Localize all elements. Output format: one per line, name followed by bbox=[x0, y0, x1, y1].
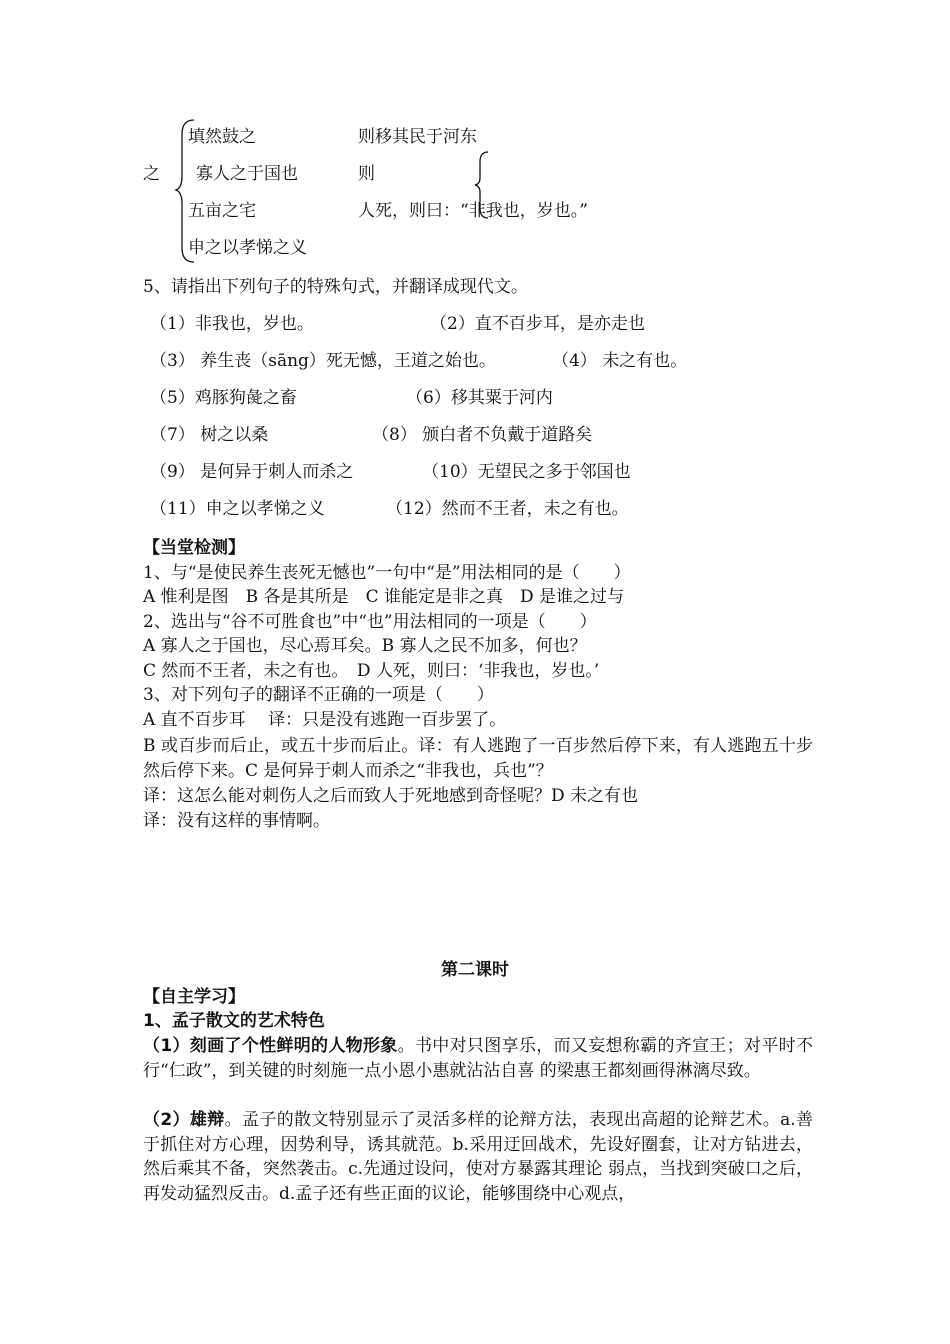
q5-item: （12）然而不王者，未之有也。 bbox=[386, 499, 629, 519]
zhi-item-2: 寡人之于国也 bbox=[196, 164, 298, 184]
test-line: 译：这怎么能对刺伤人之后而致人于死地感到奇怪呢？D 未之有也 bbox=[143, 786, 639, 806]
test-line: 2、选出与“谷不可胜食也”中“也”用法相同的一项是（ ） bbox=[143, 612, 597, 632]
lesson-title: 第二课时 bbox=[441, 960, 509, 980]
test-paragraph-b: B 或百步而后止，或五十步而后止。译：有人逃跑了一百步然后停下来，有人逃跑五十步然后停下来。C 是何异于刺人而杀之“非我也，兵也”？ bbox=[143, 736, 813, 781]
q5-item: （3） 养生丧（sāng）死无憾，王道之始也。 bbox=[150, 351, 496, 371]
q5-item: （6）移其粟于河内 bbox=[406, 388, 553, 408]
test-line: A 惟利是图 B 各是其所是 C 谁能定是非之真 D 是谁之过与 bbox=[143, 587, 625, 607]
test-line: A 直不百步耳 译：只是没有逃跑一百步罢了。 bbox=[143, 710, 507, 730]
q5-item: （7） 树之以桑 bbox=[150, 425, 269, 445]
q5-item: （5）鸡豚狗彘之畜 bbox=[150, 388, 297, 408]
paragraph-text: 。书中对只图享乐，而又妄想称霸的齐宣王；对平时不行“仁政”，到关键的时刻施一点小恩小惠就沾沾自喜 的梁惠王都刻画得淋漓尽致。 bbox=[143, 1036, 814, 1081]
paragraph-character bbox=[143, 1034, 813, 1083]
test-heading: 【当堂检测】 bbox=[143, 538, 245, 558]
paragraph-label: （1）刻画了个性鲜明的人物形象 bbox=[143, 1036, 398, 1056]
zhi-label: 之 bbox=[143, 164, 160, 184]
test-line: 3、对下列句子的翻译不正确的一项是（ ） bbox=[143, 685, 494, 705]
zhi-item-3: 五亩之宅 bbox=[188, 201, 256, 221]
q5-title: 5、请指出下列句子的特殊句式，并翻译成现代文。 bbox=[143, 277, 528, 297]
q5-item: （1）非我也，岁也。 bbox=[150, 314, 314, 334]
zhi-item-4: 申之以孝悌之义 bbox=[188, 238, 307, 258]
zhi-item-1: 填然鼓之 bbox=[188, 127, 256, 147]
q5-item: （10）无望民之多于邻国也 bbox=[422, 462, 631, 482]
q5-item: （9） 是何异于刺人而杀之 bbox=[150, 462, 354, 482]
test-line: 1、与“是使民养生丧死无憾也”一句中“是”用法相同的是（ ） bbox=[143, 563, 631, 583]
ze-item-2: 则 bbox=[358, 164, 375, 184]
q5-item: （11）申之以孝悌之义 bbox=[150, 499, 325, 519]
q5-item: （8） 颁白者不负戴于道路矣 bbox=[372, 425, 593, 445]
paragraph-debate bbox=[143, 1108, 813, 1206]
q5-item: （2）直不百步耳，是亦走也 bbox=[430, 314, 645, 334]
ze-item-3: 人死，则曰：“非我也，岁也。” bbox=[358, 201, 588, 221]
paragraph-text: 。孟子的散文特别显示了灵活多样的论辩方法，表现出高超的论辩艺术。a.善于抓住对方心理，因势利导，诱其就范。b.采用迂回战术，先设好圈套，让对方钻进去，然后乘其不备，突然袭击。c.先通过设问，使对方暴露其理论 弱点，当找到突破口之后，再发动猛烈反击。d.孟子还有些正面的议论，能够围绕中心观点， bbox=[143, 1110, 813, 1204]
section-heading: 【自主学习】 bbox=[143, 987, 245, 1007]
test-line: 译：没有这样的事情啊。 bbox=[143, 811, 330, 831]
test-line: C 然而不王者，未之有也。 D 人死，则曰：‘非我也，岁也。’ bbox=[143, 661, 600, 681]
ze-item-1: 则移其民于河东 bbox=[358, 127, 477, 147]
test-line: A 寡人之于国也，尽心焉耳矣。B 寡人之民不加多，何也？ bbox=[143, 636, 587, 656]
q5-item: （4） 未之有也。 bbox=[552, 351, 688, 371]
section-subheading: 1、孟子散文的艺术特色 bbox=[143, 1011, 325, 1031]
paragraph-label: （2）雄辩 bbox=[143, 1110, 225, 1130]
